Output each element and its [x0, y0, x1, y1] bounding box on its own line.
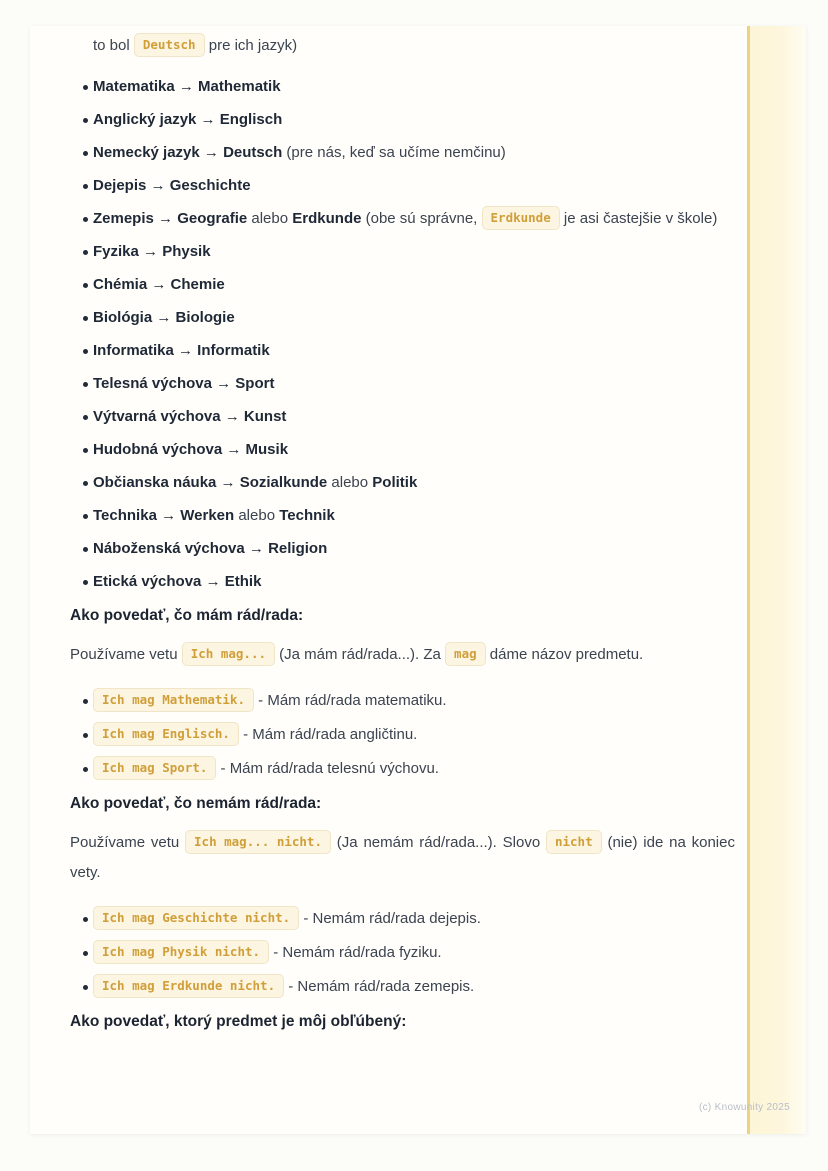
text-segment: - Mám rád/rada matematiku. — [254, 692, 447, 709]
text-segment: - Nemám rád/rada zemepis. — [284, 978, 475, 995]
bullet-list — [70, 904, 735, 1002]
list-item — [70, 535, 735, 563]
inline-code-chip: Deutsch — [134, 33, 205, 57]
text-segment: alebo — [327, 474, 373, 491]
text-segment: - Nemám rád/rada fyziku. — [269, 944, 442, 961]
inline-code-chip: Ich mag Englisch. — [93, 722, 239, 746]
inline-code-chip: Ich mag Mathematik. — [93, 688, 254, 712]
inline-code-chip: nicht — [546, 830, 602, 854]
list-item — [70, 754, 735, 784]
bold-text-segment: Dejepis → Geschichte — [93, 177, 251, 194]
list-item — [70, 139, 735, 167]
inline-code-chip: Ich mag Erdkunde nicht. — [93, 974, 284, 998]
list-item — [70, 106, 735, 134]
document-page — [30, 26, 806, 1134]
bold-text-segment: Hudobná výchova → Musik — [93, 441, 289, 458]
list-item — [70, 436, 735, 464]
list-item — [70, 938, 735, 968]
text-segment: (Ja mám rád/rada...). Za — [275, 646, 446, 663]
list-item — [70, 568, 735, 596]
list-item — [70, 972, 735, 1002]
text-segment: to bol — [93, 37, 134, 54]
paragraph — [70, 640, 735, 670]
document-content — [30, 26, 735, 1032]
list-item — [70, 238, 735, 266]
text-segment: (nie) ide na koniec vety. — [70, 834, 735, 881]
wrapped-bullet-continuation-line — [70, 32, 735, 60]
watermark: (c) Knowunity 2025 — [698, 1102, 790, 1113]
inline-code-chip: Ich mag Sport. — [93, 756, 216, 780]
list-item — [70, 904, 735, 934]
text-segment: Používame vetu — [70, 646, 182, 663]
bold-text-segment: Erdkunde — [292, 210, 362, 227]
text-segment: - Nemám rád/rada dejepis. — [299, 910, 481, 927]
text-segment: alebo — [247, 210, 293, 227]
bold-text-segment: Technika → Werken — [93, 507, 235, 524]
inline-code-chip: Erdkunde — [482, 206, 560, 230]
inline-code-chip: Ich mag... nicht. — [185, 830, 331, 854]
bold-text-segment: Matematika → Mathematik — [93, 78, 281, 95]
bold-text-segment: Fyzika → Physik — [93, 243, 211, 260]
list-item — [70, 271, 735, 299]
text-segment: (pre nás, keď sa učíme nemčinu) — [282, 144, 506, 161]
text-segment: (Ja nemám rád/rada...). Slovo — [330, 834, 546, 851]
list-item — [70, 172, 735, 200]
list-item — [70, 304, 735, 332]
text-segment: (obe sú správne, — [361, 210, 482, 227]
bold-text-segment: Zemepis → Geografie — [93, 210, 248, 227]
list-item — [70, 686, 735, 716]
bold-text-segment: Etická výchova → Ethik — [93, 573, 262, 590]
inline-code-chip: Ich mag Geschichte nicht. — [93, 906, 299, 930]
bold-text-segment: Telesná výchova → Sport — [93, 375, 275, 392]
bold-text-segment: Výtvarná výchova → Kunst — [93, 408, 287, 425]
list-item — [70, 205, 735, 233]
inline-code-chip: Ich mag... — [182, 642, 275, 666]
list-item — [70, 502, 735, 530]
bold-text-segment: Informatika → Informatik — [93, 342, 270, 359]
text-segment: alebo — [234, 507, 280, 524]
bold-text-segment: Technik — [279, 507, 335, 524]
list-item — [70, 370, 735, 398]
inline-code-chip: Ich mag Physik nicht. — [93, 940, 269, 964]
list-item — [70, 73, 735, 101]
text-segment: - Mám rád/rada telesnú výchovu. — [216, 760, 439, 777]
paragraph — [70, 828, 735, 888]
bold-text-segment: Biológia → Biologie — [93, 309, 235, 326]
list-item — [70, 337, 735, 365]
bold-text-segment: Politik — [372, 474, 418, 491]
section-heading: Ako povedať, čo nemám rád/rada: — [70, 795, 322, 812]
list-item — [70, 469, 735, 497]
bullet-list — [70, 686, 735, 784]
inline-code-chip: mag — [445, 642, 486, 666]
text-segment: - Mám rád/rada angličtinu. — [238, 726, 418, 743]
bold-text-segment: Anglický jazyk → Englisch — [93, 111, 283, 128]
bold-text-segment: Chémia → Chemie — [93, 276, 225, 293]
section-heading: Ako povedať, ktorý predmet je môj obľúbený: — [70, 1013, 407, 1030]
text-segment: je asi častejšie v škole) — [559, 210, 718, 227]
section-heading: Ako povedať, čo mám rád/rada: — [70, 607, 304, 624]
list-item — [70, 403, 735, 431]
list-item — [70, 720, 735, 750]
text-segment: dáme názov predmetu. — [485, 646, 644, 663]
text-segment: Používame vetu — [70, 834, 186, 851]
bold-text-segment: Občianska náuka → Sozialkunde — [93, 474, 328, 491]
bullet-list — [70, 73, 735, 596]
bold-text-segment: Nemecký jazyk → Deutsch — [93, 144, 283, 161]
page-edge-highlight-strip — [747, 26, 806, 1134]
text-segment: pre ich jazyk) — [204, 37, 298, 54]
bold-text-segment: Náboženská výchova → Religion — [93, 540, 328, 557]
